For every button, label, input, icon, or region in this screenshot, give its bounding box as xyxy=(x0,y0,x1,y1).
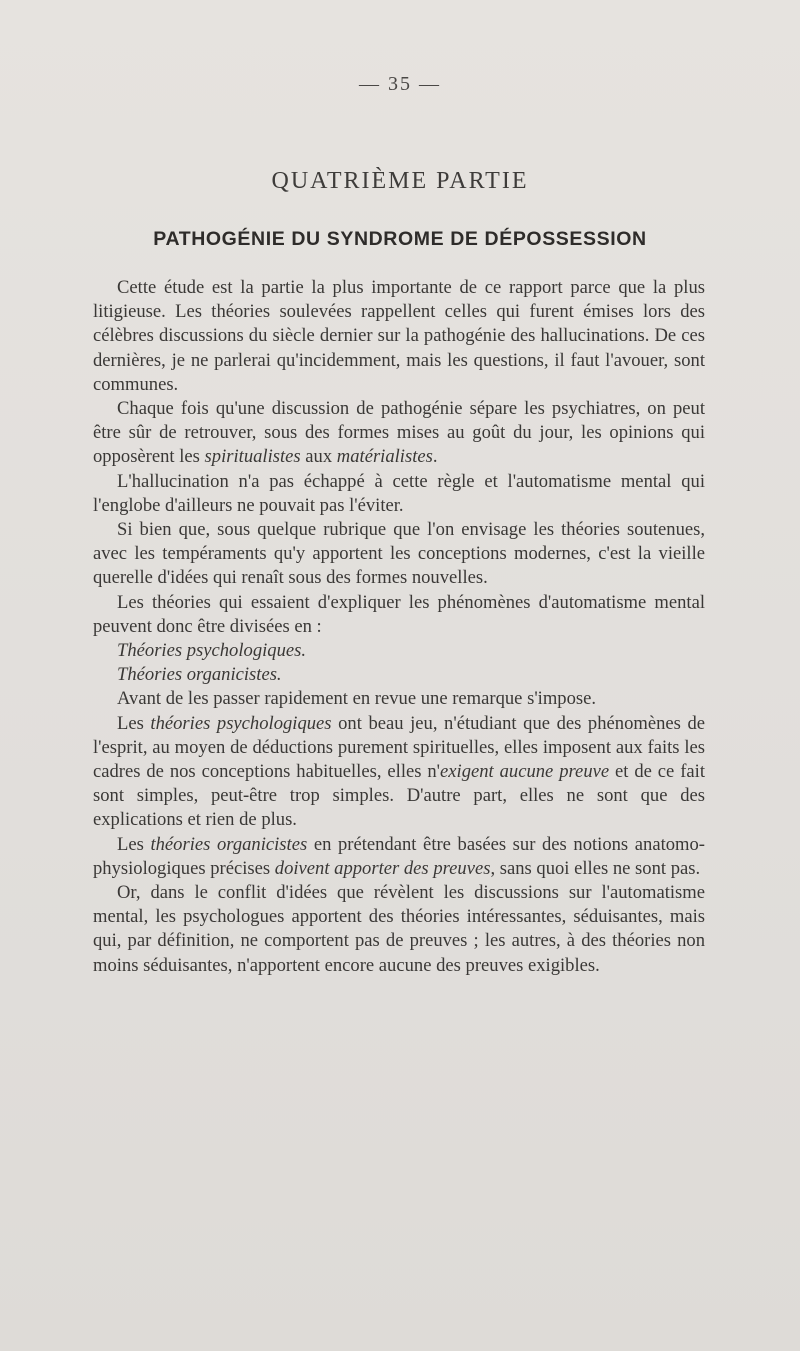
paragraph-7 xyxy=(93,712,705,833)
paragraph-4: Si bien que, sous quelque rubrique que l'on envisage les théories soutenues, avec les tempéraments qu'y apportent les conceptions modernes, c'est la vieille querelle d'idées qui renaît sous des formes nouvelles. xyxy=(93,519,705,589)
list-item-psychological-theories xyxy=(93,639,705,663)
paragraph-2-text-after: . xyxy=(432,446,438,468)
paragraph-2-text-before: Chaque fois qu'une discussion de pathogénie sépare les psychiatres, on peut être sûr de retrouver, sous des formes mises au goût du jour, les opinions qui opposèrent les xyxy=(93,398,705,468)
body-text xyxy=(93,276,705,978)
part-title: QUATRIÈME PARTIE xyxy=(271,168,529,194)
paragraph-7-text-after: et de ce fait sont simples, peut-être trop simples. D'autre part, elles ne sont que des explications et rien de plus. xyxy=(93,761,705,831)
page-number: — 35 — xyxy=(359,73,441,95)
paragraph-5: Les théories qui essaient d'expliquer les phénomènes d'automatisme mental peuvent donc être divisées en : xyxy=(93,591,705,637)
paragraph-1: Cette étude est la partie la plus importante de ce rapport parce que la plus litigieuse. Les théories soulevées rappellent celles qui furent émises lors des célèbres discussions du siècle dernier sur la pathogénie des hallucinations. De ces dernières, je ne parlerai qu'incidemment, mais les questions, il faut l'avouer, sont communes. xyxy=(93,277,705,395)
paragraph-2-text-middle: aux xyxy=(300,446,337,468)
paragraph-8-text-after: , sans quoi elles ne sont pas. xyxy=(490,857,701,879)
paragraph-7-emphasis-exigent-aucune-preuve: exigent aucune preuve xyxy=(440,761,610,783)
paragraph-8 xyxy=(93,833,705,881)
list-item-organicist-theories-text: Théories organicistes. xyxy=(117,664,282,686)
paragraph-6: Avant de les passer rapidement en revue une remarque s'impose. xyxy=(117,688,597,710)
paragraph-9: Or, dans le conflit d'idées que révèlent les discussions sur l'automatisme mental, les psychologues apportent des théories intéressantes, séduisantes, mais qui, par définition, ne comportent pas de preuves ; les autres, à des théories non moins séduisantes, n'apportent encore aucune des preuves exigibles. xyxy=(93,882,705,976)
paragraph-7-text-middle: ont beau jeu, n'étudiant que des phénomènes de l'esprit, au moyen de déductions purement spirituelles, elles imposent aux faits les cadres de nos conceptions habituelles, elles n' xyxy=(93,712,705,783)
list-item-organicist-theories xyxy=(93,663,705,687)
paragraph-8-emphasis-theories-organicistes: théories organicistes xyxy=(150,833,308,855)
paragraph-8-text-before: Les xyxy=(117,833,151,855)
list-item-psychological-theories-text: Théories psychologiques. xyxy=(117,640,307,662)
paragraph-8-text-middle: en prétendant être basées sur des notions anatomo-physiologiques précises xyxy=(93,833,705,879)
paragraph-7-emphasis-theories-psychologiques: théories psychologiques xyxy=(150,712,332,734)
paragraph-7-text-before: Les xyxy=(117,712,151,734)
paragraph-2 xyxy=(93,397,705,470)
paragraph-2-emphasis-materialistes: matérialistes xyxy=(336,446,433,468)
paragraph-2-emphasis-spiritualistes: spiritualistes xyxy=(204,446,301,468)
section-title: PATHOGÉNIE DU SYNDROME DE DÉPOSSESSION xyxy=(153,228,647,250)
paragraph-3: L'hallucination n'a pas échappé à cette règle et l'automatisme mental qui l'englobe d'ailleurs ne pouvait pas l'éviter. xyxy=(93,470,705,516)
paragraph-8-emphasis-doivent-apporter-des-preuves: doivent apporter des preuves xyxy=(274,857,491,879)
